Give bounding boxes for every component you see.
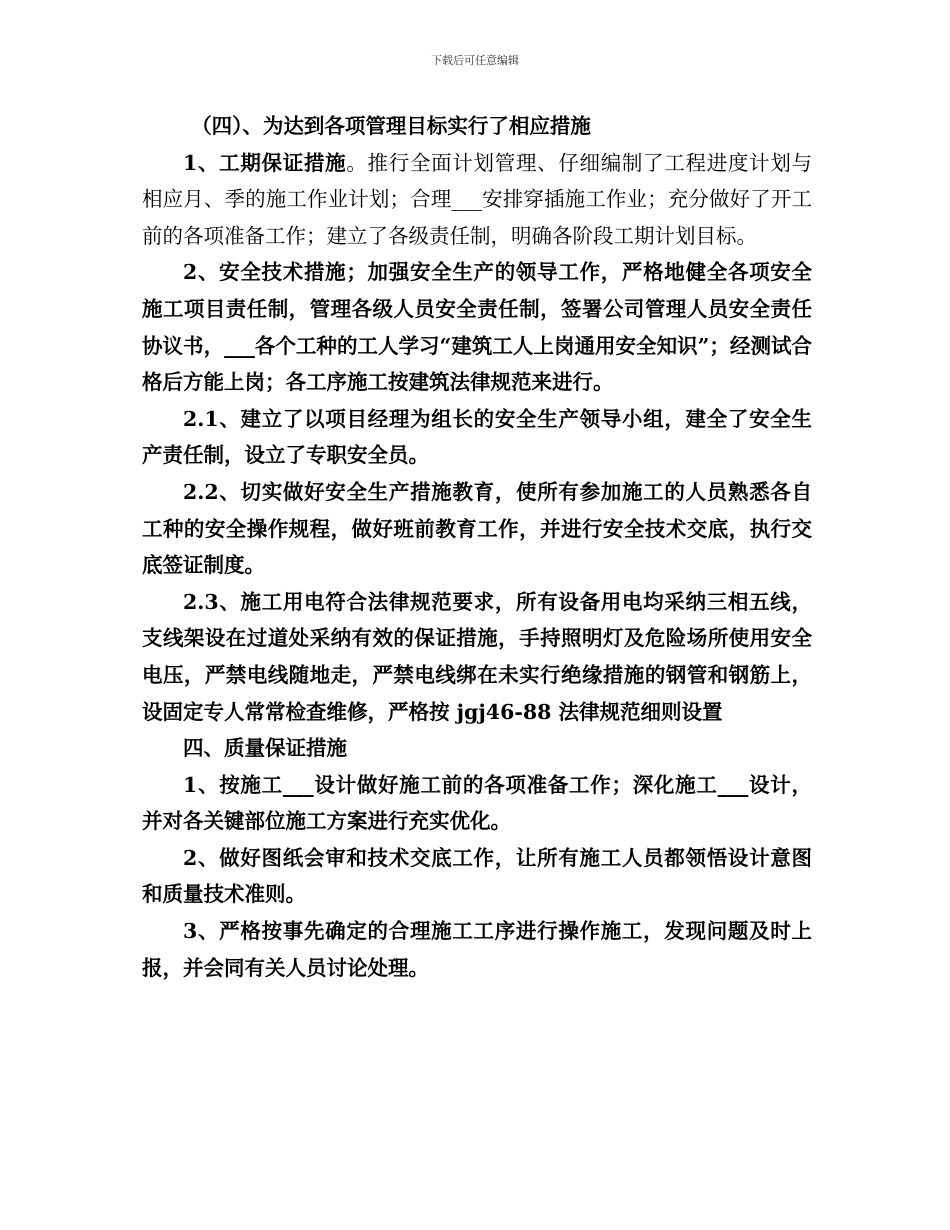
paragraph-quality-1: 1、按施工___设计做好施工前的各项准备工作；深化施工___设计，并对各关键部位施工方案进行充实优化。 (142, 772, 812, 834)
paragraph-safety-2-1: 2.1、建立了以项目经理为组长的安全生产领导小组，建全了安全生产责任制，设立了专职安全员。 (142, 406, 812, 468)
paragraph-safety-2-2: 2.2、切实做好安全生产措施教育，使所有参加施工的人员熟悉各自工种的安全操作规程，做好班前教育工作，并进行安全技术交底，执行交底签证制度。 (142, 479, 812, 578)
paragraph-quality-2: 2、做好图纸会审和技术交底工作，让所有施工人员都领悟设计意图和质量技术准则。 (142, 845, 812, 907)
paragraph-lead: 1、工期保证措施 (183, 150, 347, 175)
page-header: 下载后可任意编辑 (431, 54, 519, 67)
paragraph-quality-3: 3、严格按事先确定的合理施工工序进行操作施工，发现问题及时上报，并会同有关人员讨论处理。 (142, 919, 812, 980)
document-body (142, 108, 812, 986)
paragraph-safety-measures: 2、安全技术措施；加强安全生产的领导工作，严格地健全各项安全施工项目责任制，管理各级人员安全责任制，签署公司管理人员安全责任协议书，___各个工种的工人学习“建筑工人上岗通用安全知识”；经测试合格后方能上岗；各工序施工按建筑法律规范来进行。 (142, 260, 812, 395)
section-heading: （四）、为达到各项管理目标实行了相应措施 (191, 114, 591, 138)
paragraph-text: 。推行全面计划管理、仔细编制了工程进度计划与相应月、季的施工作业计划；合理___安排穿插施工作业；充分做好了开工前的各项准备工作；建立了各级责任制，明确各阶段工期计划目标。 (142, 150, 813, 248)
section-heading-quality: 四、质量保证措施 (183, 736, 347, 761)
paragraph-safety-2-3: 2.3、施工用电符合法律规范要求，所有设备用电均采纳三相五线，支线架设在过道处采纳有效的保证措施，手持照明灯及危险场所使用安全电压，严禁电线随地走，严禁电线绑在未实行绝缘措施的钢管和钢筋上，设固定专人常常检查维修，严格按 jgj46-88 法律规范细则设置 (142, 589, 812, 724)
paragraph-schedule-measures (142, 145, 812, 255)
